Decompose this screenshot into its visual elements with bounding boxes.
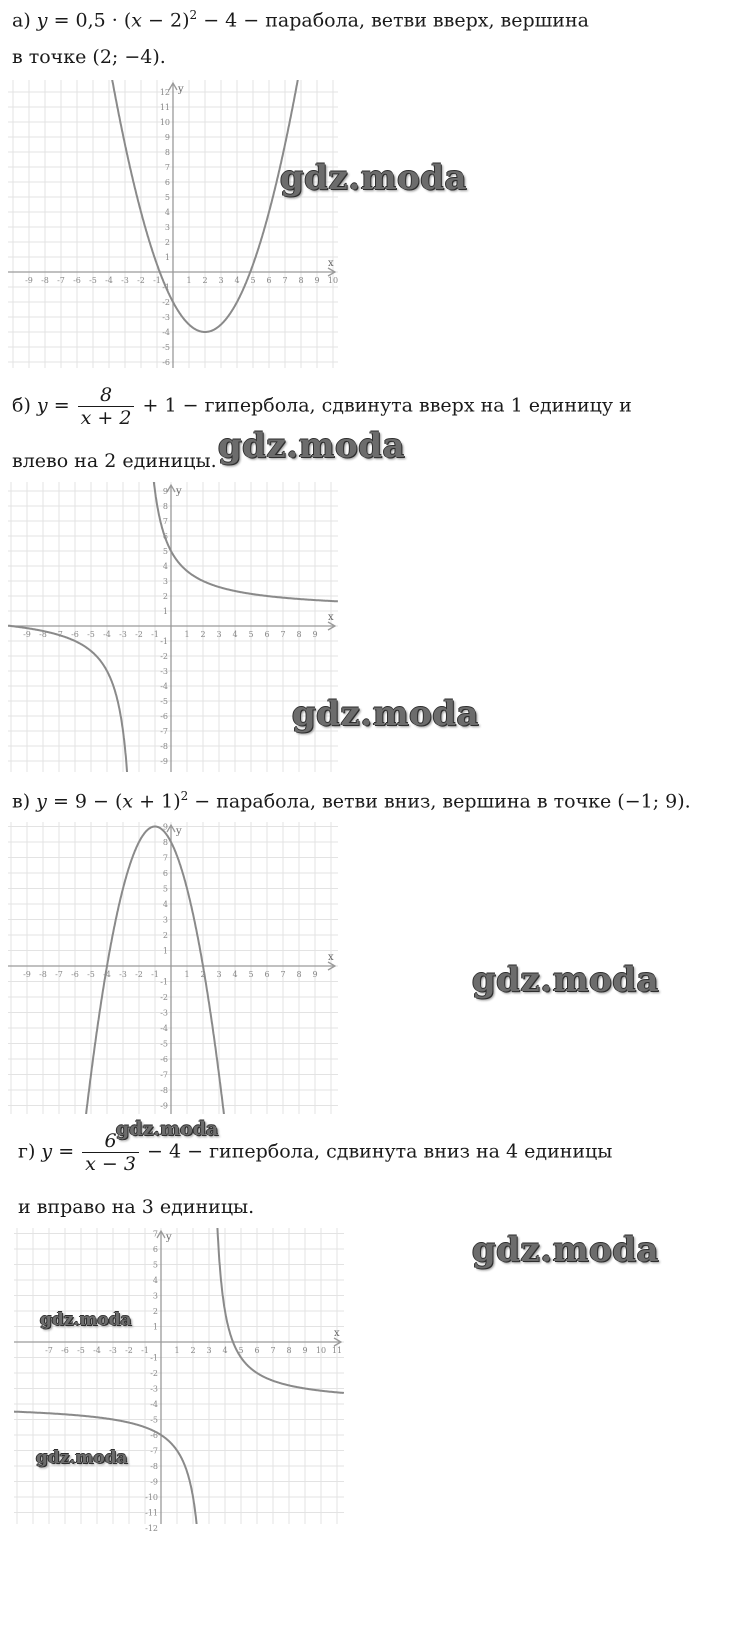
y-tick-label: -11: [145, 1508, 158, 1518]
equals-sign: =: [53, 394, 70, 417]
x-axis-label: x: [328, 612, 334, 623]
y-tick-label: 7: [162, 853, 168, 863]
fraction-denominator: x + 2: [80, 407, 132, 429]
x-tick-label: 4: [232, 630, 238, 639]
x-tick-label: -4: [103, 630, 111, 639]
y-tick-label: -3: [160, 667, 168, 676]
x-tick-label: -2: [135, 630, 143, 639]
equation-description: − 4 − гипербола, сдвинута вниз на 4 единицы: [147, 1140, 613, 1163]
function-curve: [14, 1189, 344, 1562]
y-tick-label: 4: [164, 208, 170, 217]
y-tick-label: 8: [164, 148, 170, 157]
x-tick-label: -1: [141, 1346, 149, 1355]
y-tick-label: -3: [162, 313, 170, 322]
x-tick-label: 2: [200, 630, 206, 639]
y-tick-label: 7: [162, 517, 168, 526]
y-tick-label: -3: [160, 1008, 168, 1018]
x-tick-label: 8: [296, 970, 302, 979]
x-tick-label: 2: [200, 970, 206, 979]
y-tick-label: -1: [160, 977, 168, 987]
equals-sign: =: [52, 790, 69, 813]
y-tick-label: -2: [160, 993, 168, 1002]
x-tick-label: -1: [151, 630, 159, 639]
x-tick-label: 5: [248, 970, 254, 979]
y-tick-label: 2: [164, 238, 170, 247]
x-tick-label: -6: [71, 970, 79, 979]
y-tick-label: 2: [162, 931, 168, 940]
grid: [8, 482, 338, 772]
y-tick-label: -9: [150, 1477, 158, 1487]
x-tick-label: 3: [218, 276, 224, 285]
equation-description: + 1 − гипербола, сдвинута вверх на 1 единицу и: [142, 394, 632, 417]
y-tick-label: -6: [150, 1431, 158, 1440]
axes: [8, 83, 335, 368]
x-tick-label: -6: [73, 276, 81, 285]
grid: [8, 822, 338, 1114]
y-tick-label: -2: [160, 652, 168, 661]
equation-description: − парабола, ветви вниз, вершина в точке (−1; 9).: [188, 790, 691, 813]
x-tick-label: -2: [125, 1346, 133, 1355]
x-tick-label: 2: [202, 276, 208, 285]
y-tick-label: 1: [162, 607, 168, 616]
x-tick-label: 1: [186, 276, 192, 285]
watermark-logo: gdz.moda: [40, 1310, 132, 1330]
x-tick-label: -7: [55, 970, 63, 979]
equation-a: [12, 8, 589, 31]
variable-y: y: [36, 790, 47, 813]
x-tick-label: -7: [57, 276, 65, 285]
y-tick-label: -1: [162, 283, 170, 292]
watermark-logo: gdz.moda: [280, 158, 468, 198]
x-tick-label: 1: [184, 630, 190, 639]
y-tick-label: 5: [162, 547, 168, 556]
x-tick-label: 4: [234, 276, 240, 285]
equation-part: 0,5 · (: [75, 9, 132, 32]
x-tick-label: -2: [137, 276, 145, 285]
watermark-logo: gdz.moda: [36, 1448, 128, 1468]
x-tick-label: -5: [77, 1346, 85, 1355]
y-tick-label: -3: [150, 1384, 158, 1394]
x-tick-label: 7: [280, 970, 286, 979]
y-tick-label: 1: [162, 946, 168, 956]
graph-c: [8, 822, 338, 1114]
x-tick-label: 5: [238, 1346, 244, 1355]
y-tick-label: 2: [162, 592, 168, 601]
equation-part: + 1): [133, 790, 181, 813]
y-tick-label: -5: [162, 343, 170, 352]
x-tick-label: -8: [39, 970, 47, 979]
x-tick-label: -3: [109, 1346, 117, 1355]
y-tick-label: 6: [152, 1245, 158, 1254]
x-tick-label: -4: [105, 276, 113, 285]
section-label: г): [18, 1140, 36, 1163]
grid: [14, 1228, 344, 1524]
y-tick-label: 6: [164, 178, 170, 187]
y-tick-label: 4: [152, 1276, 158, 1285]
y-tick-label: 4: [162, 562, 168, 571]
x-axis-label: x: [328, 952, 334, 963]
y-tick-label: 10: [159, 118, 170, 127]
text-line-d2: и вправо на 3 единицы.: [18, 1196, 255, 1218]
variable-x: x: [131, 9, 143, 32]
y-tick-label: -2: [150, 1369, 158, 1378]
graph-b: [8, 482, 338, 772]
x-tick-label: 5: [248, 630, 254, 639]
y-tick-label: -4: [160, 682, 168, 691]
watermark-logo: gdz.moda: [218, 426, 406, 466]
axes: [8, 485, 335, 772]
y-tick-label: -8: [160, 742, 168, 751]
variable-y: y: [36, 394, 48, 417]
y-tick-label: 2: [152, 1307, 158, 1316]
y-tick-label: -4: [160, 1024, 168, 1033]
y-tick-label: -10: [145, 1493, 158, 1502]
graph-d: [14, 1228, 344, 1533]
y-tick-label: -4: [150, 1400, 158, 1409]
x-axis-label: x: [334, 1328, 340, 1339]
watermark-logo: gdz.moda: [472, 960, 660, 1000]
x-tick-label: -4: [93, 1346, 101, 1355]
x-tick-label: 6: [254, 1346, 260, 1355]
y-tick-label: -8: [150, 1462, 158, 1471]
x-tick-label: 6: [266, 276, 272, 285]
y-tick-label: 5: [162, 884, 168, 894]
x-tick-label: -7: [45, 1346, 53, 1355]
x-tick-label: 1: [184, 970, 190, 979]
y-tick-label: -9: [160, 757, 168, 766]
x-tick-label: 11: [331, 1346, 343, 1355]
x-tick-label: 6: [264, 970, 270, 979]
tick-labels: [45, 1230, 342, 1534]
y-tick-label: -4: [162, 328, 170, 337]
x-tick-label: 9: [312, 970, 318, 979]
section-label: в): [12, 790, 31, 813]
x-tick-label: -7: [55, 630, 63, 639]
y-tick-label: 7: [152, 1229, 158, 1239]
y-axis-label: y: [166, 1232, 172, 1243]
text-line-a2: в точке (2; −4).: [12, 46, 166, 68]
x-tick-label: 3: [216, 630, 222, 639]
y-tick-label: -9: [160, 1101, 168, 1111]
y-tick-label: -6: [162, 358, 170, 367]
fraction: [78, 384, 135, 429]
x-tick-label: 4: [232, 970, 238, 979]
equation-c: [12, 789, 691, 812]
x-tick-label: 4: [222, 1346, 228, 1355]
equation-description: − 4 − парабола, ветви вверх, вершина: [197, 9, 589, 32]
y-tick-label: 5: [152, 1260, 158, 1270]
watermark-logo: gdz.moda: [472, 1230, 660, 1270]
x-tick-label: 9: [312, 630, 318, 639]
x-tick-label: 7: [282, 276, 288, 285]
x-tick-label: 8: [286, 1346, 292, 1355]
y-tick-label: -5: [160, 1039, 168, 1049]
x-tick-label: -3: [119, 630, 127, 639]
variable-y: y: [41, 1140, 53, 1163]
equals-sign: =: [53, 9, 70, 32]
exponent: 2: [189, 8, 198, 22]
x-tick-label: 3: [206, 1346, 212, 1355]
y-tick-label: -2: [162, 298, 170, 307]
watermark-logo: gdz.moda: [292, 694, 480, 734]
x-tick-label: -9: [23, 970, 31, 979]
y-tick-label: 8: [162, 838, 168, 847]
x-tick-label: -6: [61, 1346, 69, 1355]
y-tick-label: -12: [145, 1524, 158, 1533]
x-tick-label: -8: [41, 276, 49, 285]
x-tick-label: 7: [270, 1346, 276, 1355]
x-axis-label: x: [328, 258, 334, 269]
y-tick-label: -7: [160, 1070, 168, 1080]
equation-part: − 2): [142, 9, 190, 32]
y-axis-label: y: [176, 486, 182, 497]
x-tick-label: -8: [39, 630, 47, 639]
text-line-b2: влево на 2 единицы.: [12, 450, 217, 472]
x-tick-label: 2: [190, 1346, 196, 1355]
y-tick-label: 1: [152, 1322, 158, 1332]
y-tick-label: 3: [162, 577, 168, 586]
y-tick-label: -5: [160, 697, 168, 706]
fraction-denominator: x − 3: [85, 1153, 136, 1175]
x-tick-label: -5: [89, 276, 97, 285]
x-tick-label: -5: [87, 970, 95, 979]
equals-sign: =: [58, 1140, 75, 1163]
x-tick-label: -9: [25, 276, 33, 285]
y-tick-label: 9: [164, 133, 170, 142]
y-tick-label: -6: [160, 1055, 168, 1064]
y-tick-label: -7: [150, 1446, 158, 1456]
y-tick-label: 8: [162, 502, 168, 511]
y-axis-label: y: [176, 826, 182, 837]
y-tick-label: 3: [164, 223, 170, 232]
x-tick-label: 10: [315, 1346, 327, 1355]
y-tick-label: -6: [160, 712, 168, 721]
exponent: 2: [180, 789, 189, 803]
y-tick-label: -1: [160, 637, 168, 646]
y-tick-label: -1: [150, 1353, 158, 1363]
x-tick-label: 5: [250, 276, 256, 285]
equation-b: [12, 384, 632, 429]
fraction-numerator: 6: [82, 1130, 139, 1153]
y-tick-label: 1: [164, 253, 170, 262]
y-tick-label: -8: [160, 1086, 168, 1095]
equation-part: 9 − (: [74, 790, 123, 813]
y-tick-label: 5: [164, 193, 170, 202]
x-tick-label: -3: [119, 970, 127, 979]
x-tick-label: -5: [87, 630, 95, 639]
y-tick-label: 6: [162, 532, 168, 541]
x-tick-label: 1: [174, 1346, 180, 1355]
x-tick-label: 6: [264, 630, 270, 639]
x-tick-label: -1: [151, 970, 159, 979]
y-tick-label: -7: [160, 727, 168, 736]
y-tick-label: 3: [152, 1291, 158, 1301]
x-tick-label: 10: [327, 276, 339, 285]
x-tick-label: 9: [314, 276, 320, 285]
equation-d: [18, 1130, 612, 1175]
x-tick-label: -9: [23, 630, 31, 639]
variable-y: y: [36, 9, 48, 32]
x-tick-label: -1: [153, 276, 161, 285]
x-tick-label: -2: [135, 970, 143, 979]
watermark-logo: gdz.moda: [116, 1118, 219, 1140]
section-label: а): [12, 9, 31, 32]
x-tick-label: 7: [280, 630, 286, 639]
x-tick-label: -3: [121, 276, 129, 285]
y-tick-label: 11: [159, 103, 170, 112]
x-tick-label: 9: [302, 1346, 308, 1355]
y-tick-label: 6: [162, 869, 168, 878]
y-tick-label: 7: [164, 163, 170, 172]
variable-x: x: [122, 790, 134, 813]
y-tick-label: -5: [150, 1415, 158, 1425]
y-tick-label: 12: [159, 88, 170, 97]
y-tick-label: 9: [162, 822, 168, 832]
x-tick-label: 3: [216, 970, 222, 979]
x-tick-label: 8: [296, 630, 302, 639]
y-tick-label: 4: [162, 900, 168, 909]
y-tick-label: 9: [162, 487, 168, 496]
y-axis-label: y: [178, 84, 184, 95]
x-tick-label: -4: [103, 970, 111, 979]
graph-a: [8, 80, 338, 368]
fraction-numerator: 8: [78, 384, 135, 407]
y-tick-label: 3: [162, 915, 168, 925]
x-tick-label: -6: [71, 630, 79, 639]
section-label: б): [12, 394, 31, 417]
x-tick-label: 8: [298, 276, 304, 285]
